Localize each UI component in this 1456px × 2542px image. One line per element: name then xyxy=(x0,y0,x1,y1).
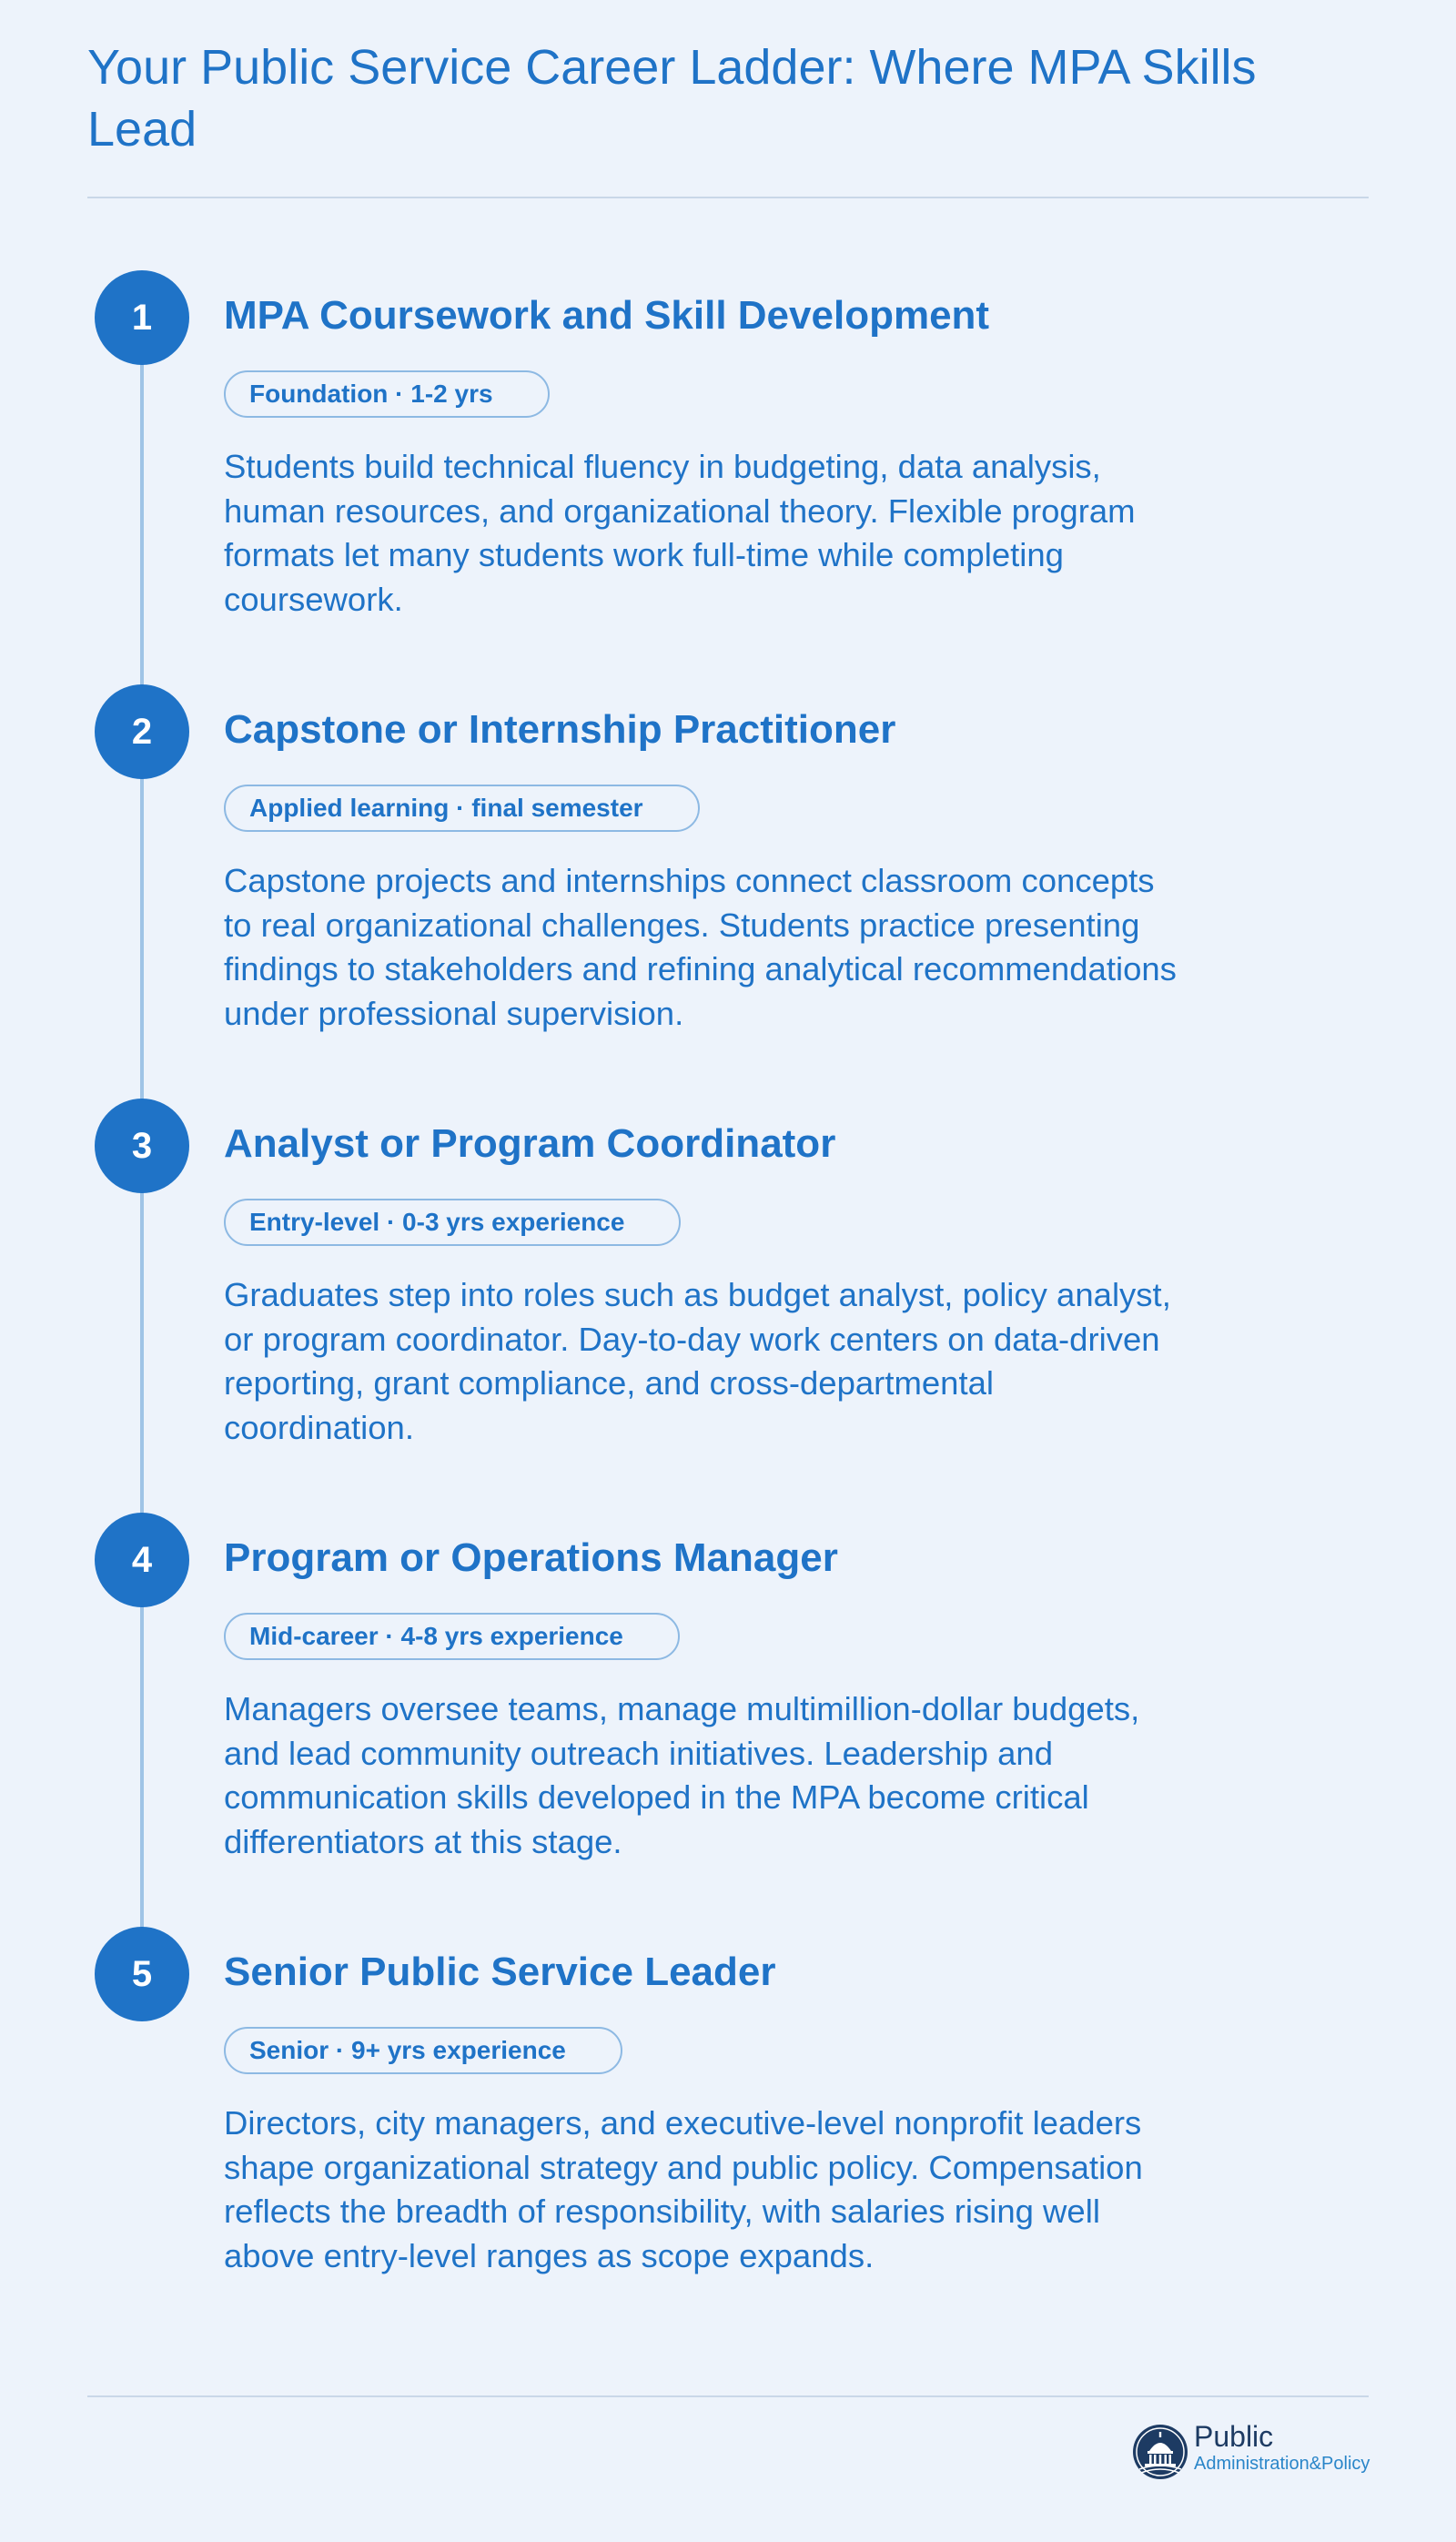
step-number-circle: 4 xyxy=(95,1513,189,1607)
header-divider xyxy=(87,197,1369,198)
brand-logo xyxy=(1132,2418,1378,2480)
step-number-circle: 2 xyxy=(95,684,189,779)
step-badge: Applied learning · final semester xyxy=(224,785,700,832)
step-title: Program or Operations Manager xyxy=(224,1535,838,1580)
step-number-circle: 1 xyxy=(95,270,189,365)
step-number-circle: 5 xyxy=(95,1927,189,2021)
step-description: Capstone projects and internships connect classroom concepts to real organizational challenges. Students practice presenting findings to stakeholders and refining analytical recommendations under professional supervision. xyxy=(224,862,1177,1032)
step-badge: Foundation · 1-2 yrs xyxy=(224,370,550,418)
step-description: Managers oversee teams, manage multimillion-dollar budgets, and lead community outreach initiatives. Leadership and communication skills developed in the MPA become critical differentiators at this stage. xyxy=(224,1690,1140,1860)
step-title: Senior Public Service Leader xyxy=(224,1950,776,1994)
step-badge: Entry-level · 0-3 yrs experience xyxy=(224,1199,681,1246)
step-title: Analyst or Program Coordinator xyxy=(224,1121,836,1166)
brand-word-admin: Administration&Policy xyxy=(1194,2454,1370,2474)
step-title: Capstone or Internship Practitioner xyxy=(224,707,896,752)
step-description: Graduates step into roles such as budget analyst, policy analyst, or program coordinator. Day-to-day work centers on data-driven reporting, grant compliance, and cross-departmental coordination. xyxy=(224,1276,1171,1446)
step-description: Directors, city managers, and executive-level nonprofit leaders shape organizational strategy and public policy. Compensation reflects the breadth of responsibility, with salaries rising well above entry-level ranges as scope expands. xyxy=(224,2104,1143,2274)
step-number-circle: 3 xyxy=(95,1099,189,1193)
step-title: MPA Coursework and Skill Development xyxy=(224,293,990,338)
brand-word-public: Public xyxy=(1194,2420,1274,2453)
step-badge: Mid-career · 4-8 yrs experience xyxy=(224,1613,680,1660)
capitol-dome-icon xyxy=(1132,2424,1188,2480)
step-badge: Senior · 9+ yrs experience xyxy=(224,2027,622,2074)
step-description: Students build technical fluency in budgeting, data analysis, human resources, and organizational theory. Flexible program formats let many students work full-time while completing coursework. xyxy=(224,448,1136,618)
footer-divider xyxy=(87,2395,1369,2397)
page-title: Your Public Service Career Ladder: Where MPA Skills Lead xyxy=(87,40,1257,157)
